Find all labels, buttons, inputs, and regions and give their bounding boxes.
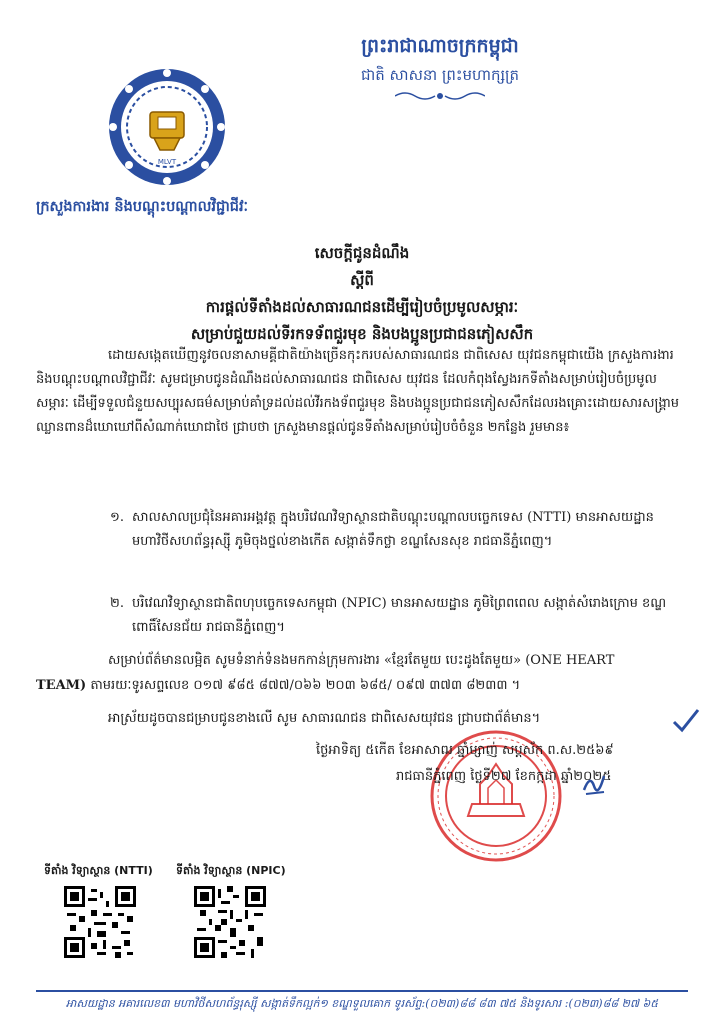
notice-subject-line2: សម្រាប់ជួយដល់ទីរកទទ័ពជួរមុខ និងបងប្អូនប្រជាជនភៀសសឹក [190,325,534,343]
notice-title: សេចក្តីជូនដំណឹង [314,244,410,262]
closing-note: អាស្រ័យដូចបានជម្រាបជូនខាងលើ សូម សាធារណជន ជាពិសេសយុវជន ជ្រាបជាព័ត៌មាន។ [108,711,541,726]
notice-heading [120,240,604,348]
qr-code-npic[interactable] [194,886,266,958]
notice-body [36,344,680,440]
ministry-name: ក្រសួងការងារ និងបណ្តុះបណ្តាលវិជ្ជាជីវៈ [36,198,249,215]
item-text: សាលសាលប្រជុំនៃអគារអង្គវត្ត ក្នុងបរិវេណវិទ្យាស្ថានជាតិបណ្តុះបណ្តាលបច្ចេកទេស (NTTI) មានអាសយដ្ឋាន មហាវិថីសហព័ន្ធរុស្ស៊ី ភូមិចុងថ្នល់ខាងកើត សង្កាត់ទឹកថ្លា ខណ្ឌសែនសុខ រាជធានីភ្នំពេញ។ [132,510,654,549]
contact-lead: សម្រាប់ព័ត៌មានលម្អិត សូមទំនាក់ទំនងមកកាន់ក្រុមការងារ «ខ្មែរតែមួយ បេះដូងតែមួយ» (ONE HEART [108,653,615,668]
item-text: បរិវេណវិទ្យាស្ថានជាតិពហុបច្ចេកទេសកម្ពុជា (NPIC) មានអាសយដ្ឋាន ភូមិព្រៃពពេល សង្កាត់សំរោងក្រោម ខណ្ឌពោធិ៍សែនជ័យ រាជធានីភ្នំពេញ។ [132,596,667,635]
contact-paragraph [36,648,684,698]
item-number: ១. [110,510,124,525]
footer-address: អាសយដ្ឋាន អគារលេខ៣ មហាវិថីសហព័ន្ធរុស្ស៊ី សង្កាត់ទឹកល្អក់១ ខណ្ឌទួលគោក ទូរស័ព្ទ:(០២៣)៨៨ ៨៣ ៧៥ និងទូរសារ :(០២៣)៨៨ ២៧ ៦៥ [65,997,659,1010]
qr-label-npic: ទីតាំង វិទ្យាស្ថាន (NPIC) [176,864,286,877]
kingdom-motto: ជាតិ សាសនា ព្រះមហាក្សត្រ [360,66,520,84]
qr-code-ntti[interactable] [64,886,136,958]
kingdom-header [290,34,590,106]
notice-subject: ស្តីពី [350,271,374,289]
signature-icon [580,770,610,798]
kingdom-title: ព្រះរាជាណាចក្រកម្ពុជា [361,35,519,57]
notice-subject-line1: ការផ្តល់ទីតាំងដល់សាធារណជនដើម្បីរៀបចំប្រមូលសម្ភារៈ [205,298,519,316]
qr-label-ntti: ទីតាំង វិទ្យាស្ថាន (NTTI) [44,864,153,877]
contact-team: TEAM) [36,678,87,693]
check-mark-icon [672,708,700,734]
lunar-date: ថ្ងៃអាទិត្យ ៥កើត ខែអាសាឍ ឆ្នាំម្សាញ់ សប្តស័ក ព.ស.២៥៦៩ [316,743,614,758]
ministry-logo [104,64,230,190]
footer-divider [36,990,688,992]
ornament-divider [290,90,590,106]
svg-text:MLVT: MLVT [157,158,177,166]
contact-phones: តាមរយៈទូរសព្ទលេខ ០១៧ ៩៨៥ ៨៧៧/០៦៦ ២០៣ ៦៨៥/ ០៩៧ ៣៧៣ ៨២៣៣ ។ [86,678,521,693]
item-number: ២. [110,596,124,611]
intro-paragraph: ដោយសង្កេតឃើញនូវចលនាសាមគ្គីជាតិយ៉ាងច្រើនកុះករបស់សាធារណជន ជាពិសេស យុវជនកម្ពុជាយើង ក្រសួងការងារ និងបណ្តុះបណ្តាលវិជ្ជាជីវៈ សូមជម្រាបជូនដំណឹងដល់សាធារណជន ជាពិសេស យុវជន ដែលកំពុងស្វែងរកទីតាំងសម្រាប់រៀបចំប្រមូលសម្ភារៈ ដើម្បីទទួលជំនួយសប្បុរសធម៌សម្រាប់គាំទ្រដល់ដល់វីរកងទ័ពជួរមុខ និងបងប្អូនប្រជាជនភៀសសឹកដែលរងគ្រោះដោយសារសង្គ្រាមឈ្លានពានដ៏ឃោឃៅពីសំណាក់ឃោជាថៃ ជ្រាបថា ក្រសួងមានផ្តល់ជូនទីតាំងសម្រាប់រៀបចំចំនួន ២កន្លែង រួមមាន៖ [36,348,680,435]
solar-date: រាជធានីភ្នំពេញ ថ្ងៃទី២៧ ខែកក្កដា ឆ្នាំ២០២៥ [396,769,612,784]
